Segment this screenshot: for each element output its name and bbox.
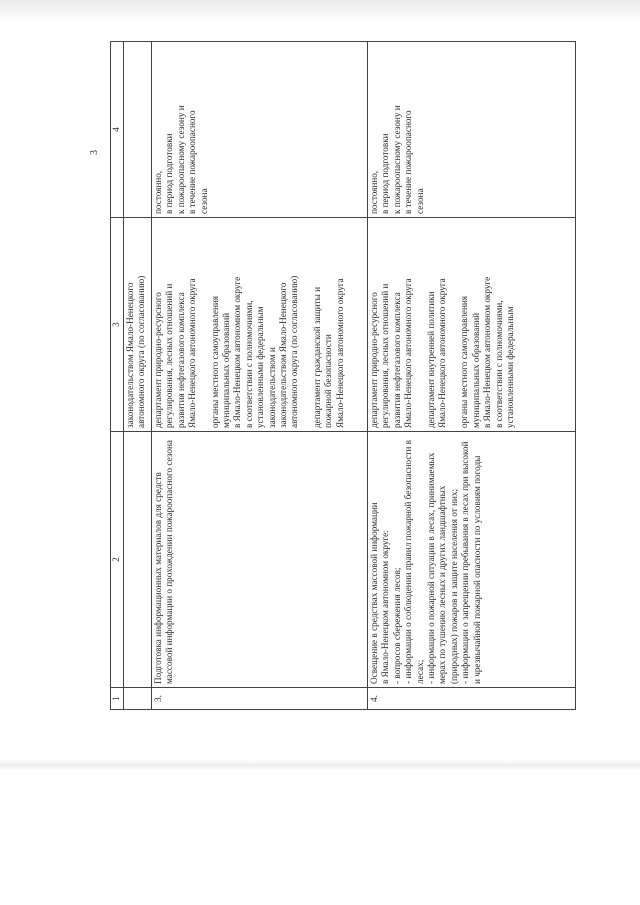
activity-line: Подготовка информационных материалов для средств [153,472,163,684]
responsible-line: органы местного самоуправления [459,295,470,428]
rotated-table-wrapper [110,42,576,710]
responsible-line: в соответствии с полномочиями, [243,300,254,428]
responsible-line: регулирования, лесных отношений и [380,283,391,428]
activity-line: Освещение в средствах массовой информации [369,502,379,684]
responsible-line: органы местного самоуправления [209,295,220,428]
deadline-line: в период подготовки [164,133,175,214]
responsible-line: установленными федеральным [505,306,516,428]
deadline-cell [368,42,576,218]
header-col-3: 3 [111,218,124,432]
responsible-line: установленными федеральным [255,306,266,428]
responsible-line: муниципальных образований [221,312,232,428]
responsible-line: развития нефтегазового комплекса [391,292,402,428]
deadline-line: в период подготовки [380,133,391,214]
scan-bottom-edge [0,760,640,770]
deadline-line: постоянно, [153,170,163,214]
activity-line: - информации о соблюдении правил пожарной безопасности в [403,440,414,684]
responsible-line: в Ямало-Ненецком автономном округе [232,276,243,428]
activity-cell [152,432,368,688]
responsible-line: Ямало-Ненецкого автономного округа [437,278,448,428]
responsible-cell [152,218,368,432]
responsible-line: в Ямало-Ненецком автономном округе [482,276,493,428]
deadline-line: постоянно, [369,170,379,214]
measures-table [110,41,576,710]
responsible-line: Ямало-Ненецкого автономного округа [403,278,414,428]
row-number: 3. [152,688,368,710]
responsible-line: законодательством Ямало-Ненецкого [278,282,289,428]
deadline-line: к пожароопасному сезону и [175,105,186,214]
responsible-line: департамент природно-ресурсного [369,292,379,428]
table-row [368,42,576,710]
responsible-line: департамент природно-ресурсного [153,292,163,428]
responsible-line: муниципальных образований [470,312,481,428]
responsible-line: департамент гражданской защиты и [311,287,322,428]
activity-line: - информации о пожарной ситуации в лесах, принимаемых [426,452,437,684]
responsible-line: Ямало-Ненецкого автономного округа [187,278,198,428]
row-number: 4. [368,688,576,710]
continuation-cell [124,218,152,432]
responsible-line: департамент внутренней политики [425,291,436,428]
activity-line: - информации о запрещении пребывания в лесах при высокой [460,441,471,684]
activity-line: массовой информации о прохождении пожароопасного сезона [164,440,175,684]
continuation-row [124,42,152,710]
scan-top-shadow [0,0,640,22]
responsible-line: в соответствии с полномочиями, [493,300,504,428]
activity-line: в Ямало-Ненецком автономном округе: [380,530,391,684]
deadline-line: в течение пожароопасного [187,110,198,214]
activity-line: лесах; [414,659,425,684]
header-col-4: 4 [111,42,124,218]
table-row [152,42,368,710]
deadline-line: к пожароопасному сезону и [391,105,402,214]
continuation-line: законодательством Ямало-Ненецкого [125,282,135,428]
responsible-line: регулирования, лесных отношений и [164,283,175,428]
activity-line: и чрезвычайной пожарной опасности по условиям погоды [471,455,482,684]
responsible-line: развития нефтегазового комплекса [175,292,186,428]
deadline-line: сезона [198,188,209,214]
activity-line: - вопросов сбережения лесов; [391,567,402,684]
deadline-line: сезона [414,188,425,214]
deadline-cell [152,42,368,218]
continuation-line: автономного округа (по согласованию) [136,275,147,428]
header-col-2: 2 [111,432,124,688]
responsible-line: Ямало-Ненецкого автономного округа [334,278,345,428]
activity-line: мерах по тушению лесных и других ландшафтных [437,485,448,684]
header-row [111,42,124,710]
page-number: 3 [89,150,100,155]
responsible-line: автономного округа (по согласованию) [289,275,300,428]
responsible-cell [368,218,576,432]
responsible-line: пожарной безопасности [323,334,334,428]
activity-cell [368,432,576,688]
responsible-line: законодательством и [266,347,277,428]
header-col-1: 1 [111,688,124,710]
activity-line: (природных) пожаров и защите населения от них; [448,488,459,684]
deadline-line: в течение пожароопасного [403,110,414,214]
